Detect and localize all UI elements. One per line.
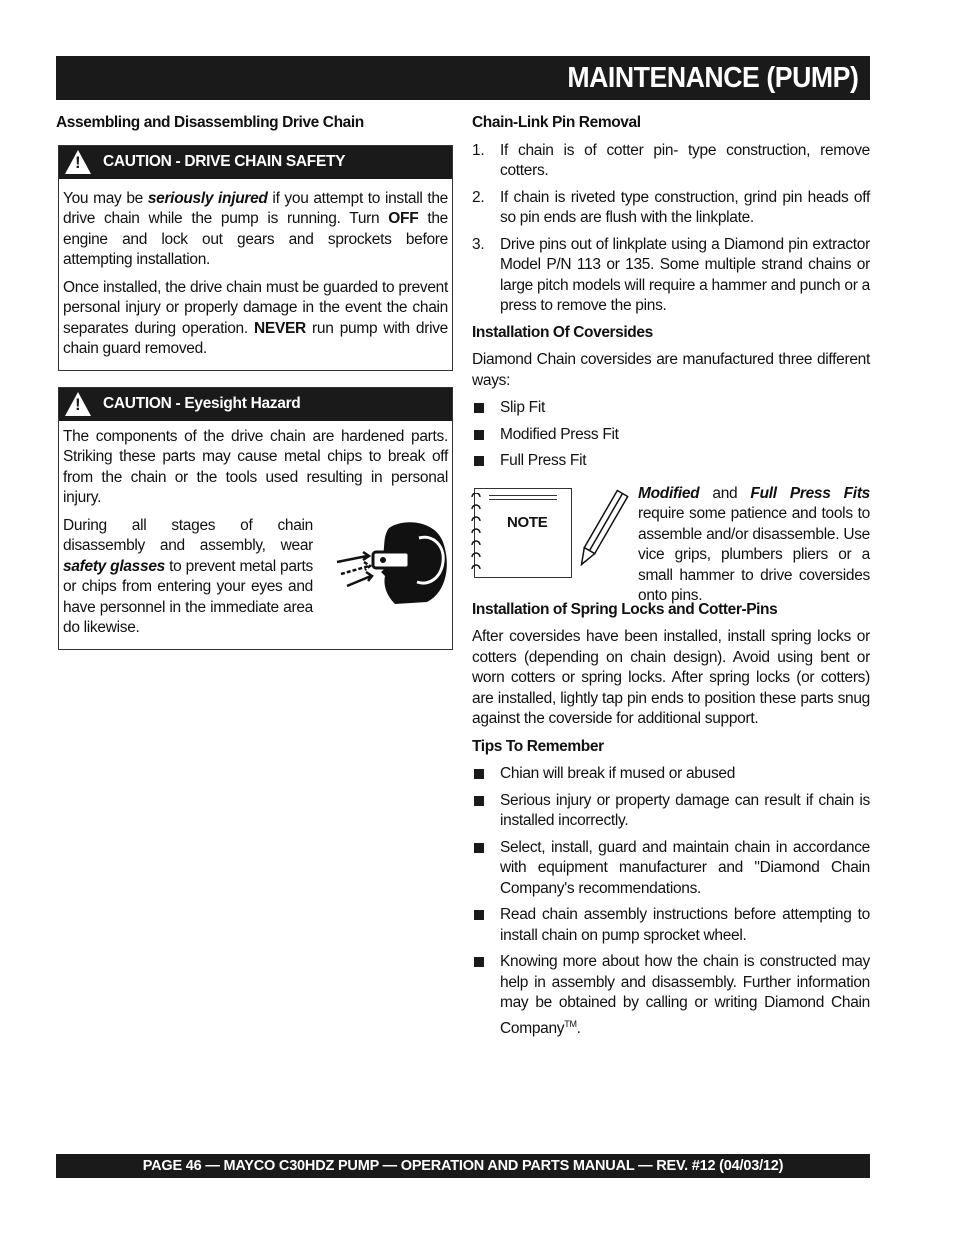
bullet-square-icon	[474, 843, 484, 853]
note-block	[472, 484, 870, 604]
list-item: 3. Drive pins out of linkplate using a Diamond pin extractor Model P/N 113 or 135. Some multiple strand chains or large pitch models will require a hammer and punch or a press to remove the pins.	[472, 235, 870, 314]
pin-removal-title: Chain-Link Pin Removal	[472, 114, 641, 131]
list-item: Read chain assembly instructions before attempting to install chain on pump sprocket wheel.	[472, 905, 870, 946]
footer-text: PAGE 46 — MAYCO C30HDZ PUMP — OPERATION AND PARTS MANUAL — REV. #12 (04/03/12)	[142, 1158, 784, 1174]
warning-triangle-icon: !	[65, 392, 91, 416]
list-item: 1. If chain is of cotter pin- type construction, remove cotters.	[472, 141, 870, 179]
footer-bar	[56, 1154, 870, 1178]
section-title: Assembling and Disassembling Drive Chain	[56, 114, 364, 131]
page-title: MAINTENANCE (PUMP)	[566, 62, 858, 94]
caution-drive-chain-box	[58, 145, 453, 371]
caution-body	[59, 421, 452, 649]
caution-paragraph: Once installed, the drive chain must be guarded to prevent personal injury or properly damage in the event the chain separates during operation. NEVER run pump with drive chain guard removed.	[63, 278, 449, 357]
caution-header	[59, 388, 452, 421]
list-item: Serious injury or property damage can result if chain is installed incorrectly.	[472, 791, 870, 832]
left-column	[56, 113, 453, 650]
spring-locks-title: Installation of Spring Locks and Cotter-Pins	[472, 600, 778, 618]
bullet-square-icon	[474, 456, 484, 466]
list-item: Slip Fit	[472, 398, 870, 419]
list-item: Select, install, guard and maintain chain in accordance with equipment manufacturer and "Diamond Chain Company's recommendations.	[472, 838, 870, 900]
coversides-list	[472, 398, 870, 472]
note-label: NOTE	[507, 513, 548, 531]
pin-removal-steps	[472, 141, 870, 317]
list-item: Knowing more about how the chain is constructed may help in assembly and disassembly. Further information may be obtained by calling or writing Diamond Chain Company™.	[472, 952, 870, 1039]
right-column	[472, 113, 870, 1045]
bullet-square-icon	[474, 957, 484, 967]
pencil-icon	[572, 484, 632, 574]
bullet-square-icon	[474, 769, 484, 779]
bullet-square-icon	[474, 403, 484, 413]
caution-header	[59, 146, 452, 179]
caution-title: CAUTION - Eyesight Hazard	[103, 394, 301, 412]
caution-body	[59, 179, 452, 370]
list-item: Chian will break if mused or abused	[472, 764, 870, 785]
note-text: Modified and Full Press Fits require some patience and tools to assemble and/or disassemble. Use vice grips, plumbers pliers or a small hammer to drive coversides onto pins.	[638, 484, 870, 604]
bullet-square-icon	[474, 430, 484, 440]
caution-paragraph: The components of the drive chain are hardened parts. Striking these parts may cause metal chips to break off from the chain or the tools used resulting in personal injury.	[63, 427, 448, 506]
spring-locks-text: After coversides have been installed, install spring locks or cotters (depending on chain design). Avoid using bent or worn cotters or spring locks. After spring locks (or cotters) are installed, lightly tap pin ends to position these parts snug against the coverside for additional support.	[472, 628, 870, 727]
bullet-square-icon	[474, 910, 484, 920]
warning-triangle-icon: !	[65, 150, 91, 174]
caution-eyesight-box	[58, 387, 453, 650]
bullet-square-icon	[474, 796, 484, 806]
coversides-title: Installation Of Coversides	[472, 323, 653, 341]
caution-paragraph: You may be seriously injured if you attempt to install the drive chain while the pump is running. Turn OFF the engine and lock out gears and sprockets before attempting installation.	[63, 189, 448, 268]
header-bar	[56, 56, 870, 100]
notepad-icon	[474, 488, 572, 578]
caution-paragraph: During all stages of chain disassembly and assembly, wear safety glasses to prevent metal parts or chips from entering your eyes and have personnel in the immediate area do likewise.	[63, 516, 313, 636]
tips-title: Tips To Remember	[472, 737, 604, 755]
caution-title: CAUTION - DRIVE CHAIN SAFETY	[103, 152, 346, 170]
coversides-intro: Diamond Chain coversides are manufactured three different ways:	[472, 351, 870, 389]
list-item: Modified Press Fit	[472, 425, 870, 446]
list-item: 2. If chain is riveted type construction, grind pin heads off so pin ends are flush with the linkplate.	[472, 188, 870, 226]
safety-glasses-icon	[331, 516, 455, 608]
list-item: Full Press Fit	[472, 451, 870, 472]
tips-list	[472, 764, 870, 1039]
